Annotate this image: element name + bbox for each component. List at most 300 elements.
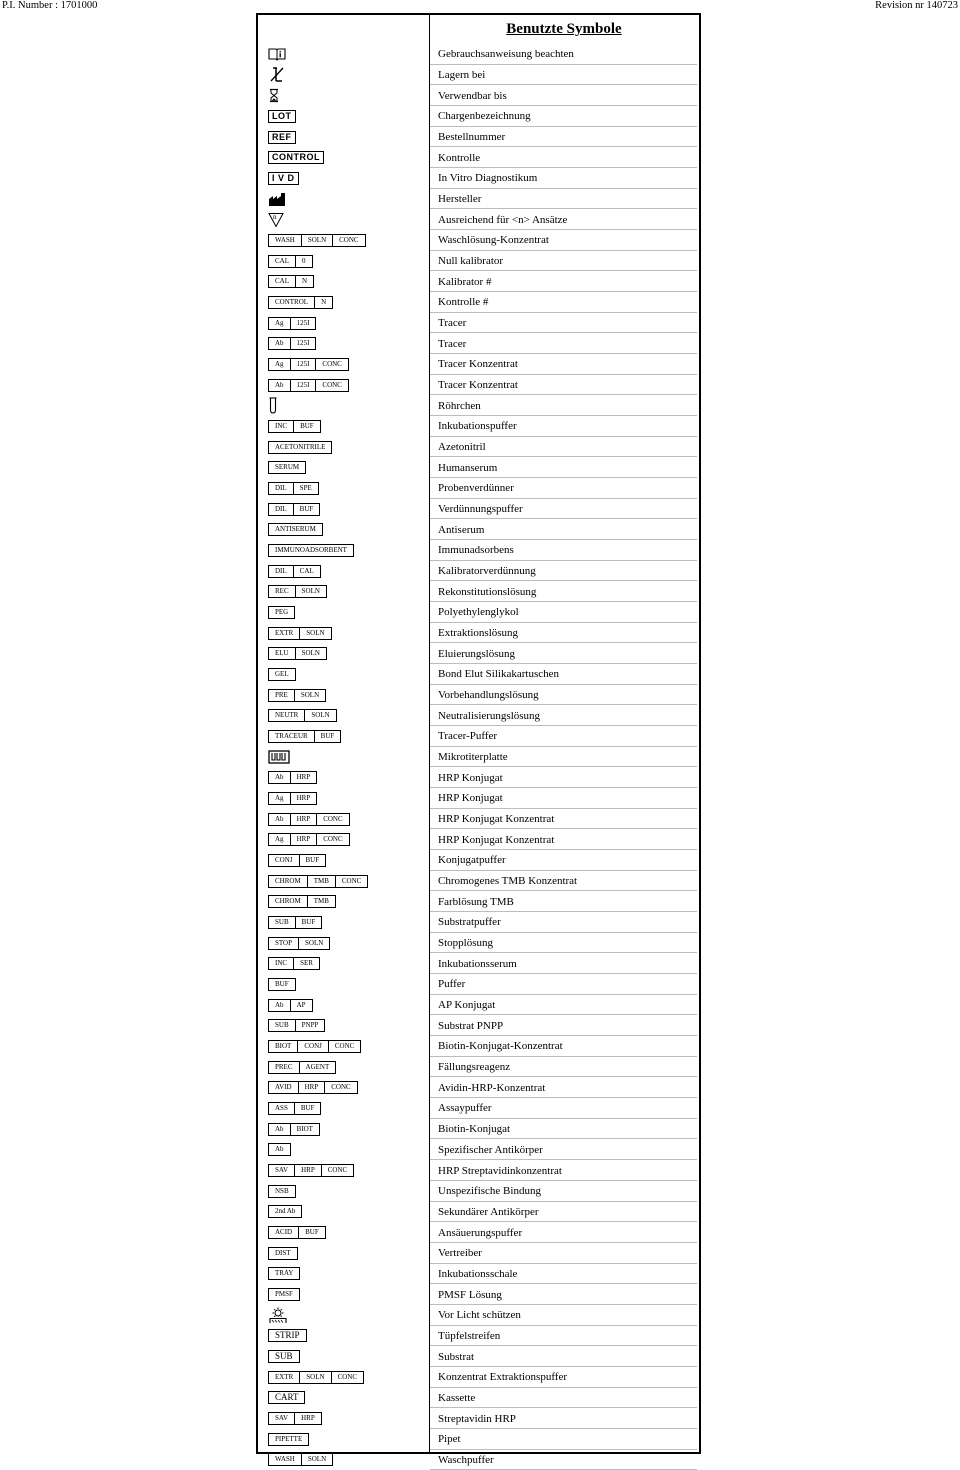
symbol-cell xyxy=(268,230,366,251)
symbol-description: Farblösung TMB xyxy=(438,895,514,908)
symbol-description: Puffer xyxy=(438,978,466,991)
symbol-label-cell: WASH xyxy=(275,235,295,244)
symbol-description: Null kalibrator xyxy=(438,255,504,268)
symbol-label-cell: CONC xyxy=(332,235,364,246)
symbol-label-cell: SOLN xyxy=(294,690,325,701)
symbol-cell xyxy=(268,416,321,437)
symbol-label-box xyxy=(268,585,327,598)
header-pi-number: P.I. Number : 1701000 xyxy=(2,0,98,11)
table-row xyxy=(258,1367,699,1388)
symbol-label-box xyxy=(268,833,350,846)
symbol-label-cell: TRACEUR xyxy=(275,731,308,740)
symbol-label-cell: BUF xyxy=(294,1103,321,1114)
symbol-description: Azetonitril xyxy=(438,441,486,454)
table-row xyxy=(258,643,699,664)
symbol-label-box xyxy=(268,1288,300,1301)
table-row xyxy=(258,767,699,788)
symbol-label-box xyxy=(268,1185,296,1198)
symbol-label-cell: CONC xyxy=(328,1041,360,1052)
symbol-cell xyxy=(268,933,330,954)
table-row xyxy=(258,230,699,251)
symbol-label-box xyxy=(268,647,327,660)
symbol-label-cell: PNPP xyxy=(295,1020,325,1031)
symbol-description: Tracer xyxy=(438,337,467,350)
symbol-label-cell: Ag xyxy=(275,359,284,368)
symbol-label-cell: BUF xyxy=(314,731,341,742)
symbol-label-box xyxy=(268,957,320,970)
table-row xyxy=(258,271,699,292)
symbol-label-cell: EXTR xyxy=(275,628,294,637)
symbol-label-cell: SOLN xyxy=(299,628,330,639)
symbol-description: Tüpfelstreifen xyxy=(438,1329,501,1342)
symbol-cell xyxy=(268,643,327,664)
symbol-label-cell: Ag xyxy=(275,793,284,802)
table-row xyxy=(258,209,699,230)
symbol-label-box xyxy=(268,1267,300,1280)
table-row xyxy=(258,726,699,747)
table-row xyxy=(258,788,699,809)
symbol-description: Röhrchen xyxy=(438,399,481,412)
symbol-label-cell: CAL xyxy=(293,566,320,577)
symbol-label-cell: CONTROL xyxy=(272,152,320,163)
symbol-label-box xyxy=(268,668,296,681)
symbol-description: Kalibrator # xyxy=(438,275,492,288)
table-row xyxy=(258,499,699,520)
table-row xyxy=(258,333,699,354)
symbol-cell xyxy=(268,147,324,168)
symbol-label-cell: PRE xyxy=(275,690,288,699)
symbol-label-cell: SAV xyxy=(275,1166,289,1174)
symbol-label-cell: SAV xyxy=(275,1414,289,1423)
symbol-label-cell: Ag xyxy=(275,835,284,844)
symbol-label-cell: PIPETTE xyxy=(275,1434,303,1443)
symbol-cell xyxy=(268,540,354,561)
symbol-label-cell: CAL xyxy=(275,277,289,286)
book-icon xyxy=(268,47,286,61)
symbol-description: Kalibratorverdünnung xyxy=(438,565,536,578)
symbol-cell xyxy=(268,437,332,458)
symbol-description: Inkubationspuffer xyxy=(438,420,517,433)
table-row xyxy=(258,1450,699,1470)
symbol-label-cell: NSB xyxy=(275,1186,289,1195)
symbol-label-box xyxy=(268,627,332,640)
symbol-label-box xyxy=(268,999,313,1012)
symbol-description: Inkubationsserum xyxy=(438,957,517,970)
symbol-description: Kontrolle xyxy=(438,151,481,164)
symbol-label-cell: 125I xyxy=(290,359,316,370)
symbol-label-box xyxy=(268,854,326,867)
symbol-cell xyxy=(268,271,314,292)
symbol-cell xyxy=(268,1036,361,1057)
symbol-label-cell: WASH xyxy=(275,1455,295,1464)
symbol-cell xyxy=(268,1408,322,1429)
symbol-description: Biotin-Konjugat-Konzentrat xyxy=(438,1040,563,1053)
symbol-label-cell: CONJ xyxy=(275,855,293,864)
table-row xyxy=(258,829,699,850)
symbol-description: HRP Streptavidinkonzentrat xyxy=(438,1164,562,1177)
symbol-label-cell: 0 xyxy=(295,256,312,267)
symbol-label-box xyxy=(268,358,349,371)
symbols-table xyxy=(256,13,701,1466)
symbol-label-cell: AP xyxy=(290,1000,312,1011)
symbol-cell xyxy=(268,499,320,520)
symbol-cell xyxy=(268,953,320,974)
symbol-description: Konzentrat Extraktionspuffer xyxy=(438,1371,568,1384)
symbol-label-cell: SOLN xyxy=(299,1372,330,1383)
symbol-label-box xyxy=(268,689,326,702)
symbol-label-box xyxy=(268,1019,325,1032)
symbol-label-box xyxy=(268,1412,322,1425)
symbol-cell xyxy=(268,1367,364,1388)
symbol-description: Biotin-Konjugat xyxy=(438,1123,511,1136)
symbol-label-cell: CONC xyxy=(331,1372,363,1383)
table-row xyxy=(258,1181,699,1202)
symbol-label-box xyxy=(268,1226,326,1239)
symbol-cell xyxy=(268,1098,321,1119)
table-row xyxy=(258,1222,699,1243)
symbol-cell xyxy=(268,1015,325,1036)
table-row xyxy=(258,1326,699,1347)
factory-icon xyxy=(268,192,288,207)
table-row xyxy=(258,437,699,458)
table-row xyxy=(258,1015,699,1036)
table-row xyxy=(258,416,699,437)
symbol-label-cell: SOLN xyxy=(301,1454,332,1465)
symbol-label-box xyxy=(268,523,323,536)
symbol-description: Verdünnungspuffer xyxy=(438,503,523,516)
table-row xyxy=(258,1429,699,1450)
symbol-cell xyxy=(268,561,321,582)
symbol-label-cell: ACETONITRILE xyxy=(275,442,326,451)
table-row xyxy=(258,189,699,210)
symbol-label-cell: Ab xyxy=(275,814,284,823)
symbol-label-cell: CONC xyxy=(315,380,347,391)
table-row xyxy=(258,1119,699,1140)
symbol-label-box xyxy=(268,1061,336,1074)
symbol-cell xyxy=(268,850,326,871)
table-row xyxy=(258,953,699,974)
symbol-description: Unspezifische Bindung xyxy=(438,1185,541,1198)
symbol-label-cell: DIST xyxy=(275,1248,291,1257)
symbol-cell xyxy=(268,1119,320,1140)
symbol-label-box xyxy=(268,441,332,454)
triangle-n-icon xyxy=(268,212,284,228)
header-revision: Revision nr 140723 xyxy=(875,0,958,11)
symbol-label-box xyxy=(268,1164,354,1177)
symbol-label-cell: INC xyxy=(275,421,288,430)
symbol-description: Hersteller xyxy=(438,193,482,206)
symbol-description: PMSF Lösung xyxy=(438,1288,502,1301)
symbol-cell xyxy=(268,1450,333,1470)
symbol-label-cell: BIOT xyxy=(290,1124,319,1135)
symbol-cell xyxy=(268,974,296,995)
symbol-label-cell: BUF xyxy=(275,979,289,988)
symbol-cell xyxy=(268,664,296,685)
symbol-label-box xyxy=(268,978,296,991)
symbol-description: Streptavidin HRP xyxy=(438,1412,516,1425)
table-row xyxy=(258,1202,699,1223)
table-title: Benutzte Symbole xyxy=(506,21,622,37)
symbol-label-cell: IMMUNOADSORBENT xyxy=(275,545,347,554)
symbol-label-box xyxy=(268,317,316,330)
table-row xyxy=(258,354,699,375)
symbol-description: Extraktionslösung xyxy=(438,627,519,640)
table-row xyxy=(258,1408,699,1429)
symbol-label-cell: Ab xyxy=(275,1124,284,1133)
symbol-label-box xyxy=(268,1102,321,1115)
symbol-label-cell: 125I xyxy=(290,338,316,349)
symbol-description: Ansäuerungspuffer xyxy=(438,1226,523,1239)
symbol-cell xyxy=(268,395,278,416)
symbol-cell xyxy=(268,829,350,850)
table-row xyxy=(258,313,699,334)
symbol-label-cell: 2nd Ab xyxy=(275,1207,296,1216)
symbol-description: Vertreiber xyxy=(438,1247,482,1260)
symbol-description: Antiserum xyxy=(438,523,485,536)
symbol-label-cell: SUB xyxy=(275,1021,289,1030)
symbol-description: Verwendbar bis xyxy=(438,89,507,102)
symbol-label-box xyxy=(268,709,337,722)
symbol-label-cell: Ab xyxy=(275,339,284,348)
symbol-label-cell: REF xyxy=(272,131,292,142)
table-row xyxy=(258,1036,699,1057)
symbol-label-cell: HRP xyxy=(290,772,317,783)
table-row xyxy=(258,1264,699,1285)
table-row xyxy=(258,912,699,933)
symbol-label-cell: PEG xyxy=(275,607,289,616)
symbol-label-cell: SUB xyxy=(275,917,289,926)
symbol-label-box xyxy=(268,916,322,929)
symbol-label-cell: CAL xyxy=(275,256,289,265)
symbol-label-box xyxy=(268,1123,320,1136)
table-row xyxy=(258,1098,699,1119)
symbol-label-cell: HRP xyxy=(298,1082,325,1093)
symbol-label-box xyxy=(268,813,350,826)
symbol-label-cell: GEL xyxy=(275,669,289,678)
symbol-label-cell: Ab xyxy=(275,380,284,389)
symbol-label-cell: PREC xyxy=(275,1062,293,1071)
symbol-cell xyxy=(268,581,327,602)
table-row xyxy=(258,1346,699,1367)
symbol-cell xyxy=(268,106,296,127)
table-row xyxy=(258,995,699,1016)
symbol-label-box xyxy=(268,1350,300,1363)
symbol-label-box xyxy=(268,482,319,495)
symbol-label-box xyxy=(268,275,314,288)
symbol-cell xyxy=(268,685,326,706)
symbol-label-cell: BUF xyxy=(295,917,322,928)
symbol-label-cell: BUF xyxy=(298,1227,325,1238)
symbol-description: Ausreichend für <n> Ansätze xyxy=(438,213,568,226)
symbol-label-box xyxy=(268,1247,298,1260)
symbol-label-cell: TMB xyxy=(307,896,335,907)
tube-icon xyxy=(268,397,278,414)
table-row xyxy=(258,1057,699,1078)
hourglass-icon xyxy=(268,88,280,103)
symbol-description: Gebrauchsanweisung beachten xyxy=(438,48,574,61)
symbol-cell xyxy=(268,809,350,830)
symbol-cell xyxy=(268,1326,307,1347)
symbol-cell xyxy=(268,354,349,375)
symbol-label-cell: BUF xyxy=(293,421,320,432)
symbol-cell xyxy=(268,1202,302,1223)
symbol-label-cell: LOT xyxy=(272,110,292,121)
table-row xyxy=(258,375,699,396)
table-row xyxy=(258,602,699,623)
symbol-label-box xyxy=(268,1453,333,1466)
symbol-description: Substrat PNPP xyxy=(438,1019,504,1032)
symbol-label-cell: HRP xyxy=(294,1165,321,1176)
symbol-label-box xyxy=(268,771,317,784)
symbol-cell xyxy=(268,251,313,272)
table-row xyxy=(258,664,699,685)
symbol-glyph: n xyxy=(273,212,277,221)
symbol-label-cell: Ag xyxy=(275,318,284,327)
symbol-label-cell: PMSF xyxy=(275,1290,293,1299)
symbol-cell xyxy=(268,891,336,912)
symbol-description: Pipet xyxy=(438,1433,461,1446)
table-row xyxy=(258,395,699,416)
table-row xyxy=(258,871,699,892)
table-row xyxy=(258,168,699,189)
symbol-label-cell: REC xyxy=(275,587,289,596)
symbol-description: Waschlösung-Konzentrat xyxy=(438,234,549,247)
symbol-description: Tracer-Puffer xyxy=(438,730,498,743)
symbol-label-cell: CHROM xyxy=(275,876,301,885)
symbol-cell xyxy=(268,209,284,230)
microplate-icon xyxy=(268,750,290,764)
symbol-label-box xyxy=(268,1143,291,1156)
symbol-description: Chromogenes TMB Konzentrat xyxy=(438,875,578,888)
table-row xyxy=(258,1243,699,1264)
symbol-label-cell: SOLN xyxy=(298,938,329,949)
symbol-label-cell: CONC xyxy=(316,814,348,825)
symbol-cell xyxy=(268,85,280,106)
symbol-description: HRP Konjugat xyxy=(438,792,503,805)
symbol-cell xyxy=(268,995,313,1016)
symbol-cell xyxy=(268,1057,336,1078)
symbol-label-cell: ELU xyxy=(275,649,289,658)
symbol-label-cell: DIL xyxy=(275,566,287,575)
symbol-description: HRP Konjugat Konzentrat xyxy=(438,833,555,846)
symbol-description: Polyethylenglykol xyxy=(438,606,519,619)
symbol-description: Vorbehandlungslösung xyxy=(438,689,539,702)
symbol-label-cell: HRP xyxy=(290,793,317,804)
symbol-label-cell: NEUTR xyxy=(275,711,299,720)
symbol-label-cell: SOLN xyxy=(304,710,335,721)
table-row xyxy=(258,850,699,871)
symbol-label-cell: ANTISERUM xyxy=(275,525,316,534)
table-row xyxy=(258,974,699,995)
symbol-cell xyxy=(268,333,316,354)
symbol-cell xyxy=(268,519,323,540)
symbol-cell xyxy=(268,1346,300,1367)
symbol-label-cell: N xyxy=(314,297,332,308)
symbol-label-box xyxy=(268,1329,307,1342)
table-row xyxy=(258,1078,699,1099)
symbol-label-cell: BUF xyxy=(293,504,320,515)
symbol-description: Probenverdünner xyxy=(438,482,514,495)
symbol-description: AP Konjugat xyxy=(438,999,496,1012)
symbol-label-box xyxy=(268,379,349,392)
symbol-label-cell: CONJ xyxy=(297,1041,328,1052)
symbol-label-cell: STOP xyxy=(275,938,292,947)
symbol-label-box xyxy=(268,1391,305,1404)
symbol-label-box xyxy=(268,296,333,309)
symbol-description: Eluierungslösung xyxy=(438,647,515,660)
symbol-description: Assaypuffer xyxy=(438,1102,492,1115)
symbol-description: Lagern bei xyxy=(438,68,486,81)
symbol-description: Bestellnummer xyxy=(438,131,506,143)
symbol-label-cell: CONC xyxy=(316,834,348,845)
symbol-cell xyxy=(268,1388,305,1409)
symbol-cell xyxy=(268,1222,326,1243)
symbol-cell xyxy=(268,788,317,809)
symbol-label-cell: INC xyxy=(275,959,288,968)
symbol-label-cell: CHROM xyxy=(275,897,301,906)
symbol-cell xyxy=(268,871,368,892)
symbol-label-cell: 125I xyxy=(290,318,316,329)
table-row xyxy=(258,1388,699,1409)
symbol-label-cell: Ab xyxy=(275,773,284,782)
table-row xyxy=(258,705,699,726)
symbol-cell xyxy=(268,767,317,788)
symbol-label-box xyxy=(268,420,321,433)
symbol-label-cell: Ab xyxy=(275,1000,284,1009)
symbol-description: Tracer Konzentrat xyxy=(438,379,518,392)
symbol-label-box xyxy=(268,172,299,185)
table-row xyxy=(258,1284,699,1305)
symbol-label-box xyxy=(268,544,354,557)
symbol-cell xyxy=(268,127,296,148)
symbol-cell xyxy=(268,189,288,210)
symbol-label-box xyxy=(268,1371,364,1384)
symbol-cell xyxy=(268,478,319,499)
symbol-label-cell: DIL xyxy=(275,504,287,513)
table-row xyxy=(258,127,699,148)
symbol-label-box xyxy=(268,606,295,619)
symbol-cell xyxy=(268,44,286,65)
symbol-label-cell: EXTR xyxy=(275,1372,294,1381)
symbol-description: Vor Licht schützen xyxy=(438,1309,521,1322)
symbol-cell xyxy=(268,168,299,189)
symbol-cell xyxy=(268,623,332,644)
symbol-description: Waschpuffer xyxy=(438,1453,494,1466)
symbol-label-cell: DIL xyxy=(275,483,287,492)
symbol-label-cell: TRAY xyxy=(275,1269,294,1278)
symbol-label-box xyxy=(268,461,306,474)
symbol-cell xyxy=(268,602,295,623)
table-row xyxy=(258,1140,699,1161)
table-row xyxy=(258,561,699,582)
symbol-description: Konjugatpuffer xyxy=(438,854,506,867)
symbol-label-box xyxy=(268,255,313,268)
symbol-description: Substratpuffer xyxy=(438,916,501,929)
symbol-cell xyxy=(268,375,349,396)
symbol-label-box xyxy=(268,131,296,144)
symbol-label-cell: CART xyxy=(275,1392,299,1403)
symbol-label-cell: SUB xyxy=(275,1351,293,1362)
thermometer-icon xyxy=(268,66,286,83)
symbol-description: Kassette xyxy=(438,1391,476,1404)
symbol-cell xyxy=(268,1181,296,1202)
table-row xyxy=(258,292,699,313)
symbol-description: Tracer Konzentrat xyxy=(438,358,518,371)
symbol-description: Immunadsorbens xyxy=(438,544,514,557)
symbol-label-box xyxy=(268,234,366,247)
symbol-description: In Vitro Diagnostikum xyxy=(438,172,538,185)
symbol-label-box xyxy=(268,1040,361,1053)
